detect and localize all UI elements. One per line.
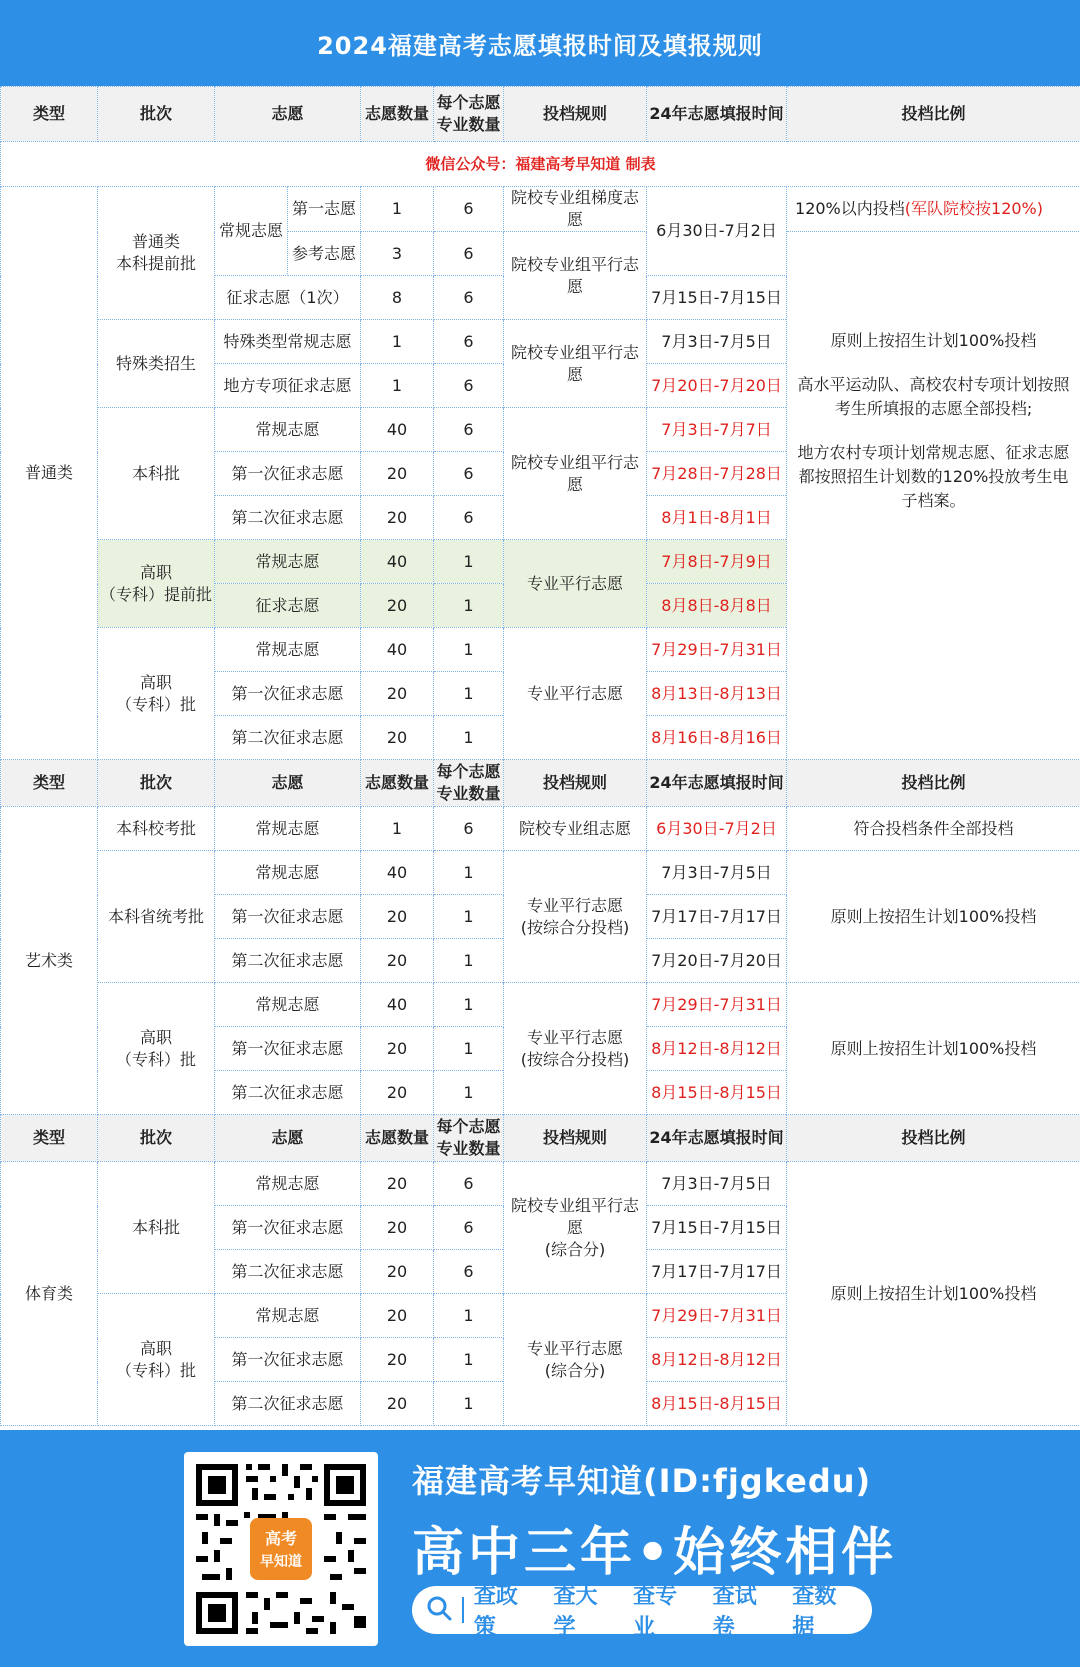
header-choice: 志愿 — [215, 87, 361, 142]
rule-parallel: 院校专业组平行志愿 — [504, 232, 647, 320]
type-sports: 体育类 — [1, 1162, 98, 1426]
qr-logo-line2: 早知道 — [260, 1554, 302, 1570]
batch-voc: 高职 （专科）批 — [98, 628, 215, 760]
majors-cell: 6 — [434, 1206, 504, 1250]
ratio-general-p1: 原则上按招生计划100%投档 — [830, 330, 1037, 350]
count-cell: 20 — [361, 1250, 434, 1294]
time-cell: 6月30日-7月2日 — [647, 807, 787, 851]
count-cell: 1 — [361, 320, 434, 364]
count-cell: 3 — [361, 232, 434, 276]
qr-code[interactable] — [184, 1452, 378, 1646]
header-count: 志愿数量 — [361, 87, 434, 142]
choice-regular: 常规志愿 — [215, 807, 361, 851]
choice-second-solicit: 第二次征求志愿 — [215, 716, 361, 760]
ratio-art-100: 原则上按招生计划100%投档 — [787, 983, 1080, 1115]
choice-first-solicit: 第一次征求志愿 — [215, 672, 361, 716]
header-time: 24年志愿填报时间 — [647, 87, 787, 142]
time-cell: 7月20日-7月20日 — [647, 364, 787, 408]
choice-second-solicit: 第二次征求志愿 — [215, 496, 361, 540]
header-majors: 每个志愿 专业数量 — [434, 1115, 504, 1162]
type-general: 普通类 — [1, 187, 98, 760]
majors-cell: 6 — [434, 276, 504, 320]
majors-cell: 1 — [434, 716, 504, 760]
majors-cell: 1 — [434, 983, 504, 1027]
majors-cell: 1 — [434, 1027, 504, 1071]
count-cell: 20 — [361, 939, 434, 983]
qr-logo-line1: 高考 — [264, 1529, 298, 1548]
majors-cell: 1 — [434, 672, 504, 716]
divider — [462, 1597, 464, 1623]
header-choice: 志愿 — [215, 760, 361, 807]
majors-cell: 1 — [434, 1338, 504, 1382]
choice-regular: 常规志愿 — [215, 1294, 361, 1338]
time-cell: 8月13日-8月13日 — [647, 672, 787, 716]
majors-cell: 1 — [434, 628, 504, 672]
header-rule: 投档规则 — [504, 760, 647, 807]
count-cell: 40 — [361, 983, 434, 1027]
header-ratio: 投档比例 — [787, 1115, 1080, 1162]
choice-first-solicit: 第一次征求志愿 — [215, 1206, 361, 1250]
count-cell: 20 — [361, 1206, 434, 1250]
choice-second-solicit: 第二次征求志愿 — [215, 1071, 361, 1115]
time-cell: 7月8日-7月9日 — [647, 540, 787, 584]
time-cell: 7月15日-7月15日 — [647, 276, 787, 320]
ratio-art-100: 原则上按招生计划100%投档 — [787, 851, 1080, 983]
wechat-note: 微信公众号：福建高考早知道 制表 — [1, 142, 1080, 187]
ratio-top: 120%以内投档(军队院校按120%) — [787, 187, 1080, 232]
choice-regular: 常规志愿 — [215, 983, 361, 1027]
count-cell: 20 — [361, 672, 434, 716]
rule-parallel: 院校专业组平行志愿 — [504, 408, 647, 540]
choice-reference: 参考志愿 — [288, 232, 361, 276]
schedule-table-wrapper — [0, 86, 1080, 1430]
majors-cell: 1 — [434, 1382, 504, 1426]
time-cell: 7月3日-7月5日 — [647, 1162, 787, 1206]
choice-regular: 常规志愿 — [215, 408, 361, 452]
header-rule: 投档规则 — [504, 87, 647, 142]
time-cell: 8月15日-8月15日 — [647, 1382, 787, 1426]
table-row — [1, 1162, 1080, 1206]
page-title: 2024福建高考志愿填报时间及填报规则 — [0, 0, 1080, 86]
ratio-art-all: 符合投档条件全部投档 — [787, 807, 1080, 851]
header-choice: 志愿 — [215, 1115, 361, 1162]
table-header-row — [1, 1115, 1080, 1162]
majors-cell: 6 — [434, 364, 504, 408]
batch-art-province: 本科省统考批 — [98, 851, 215, 983]
choice-first-solicit: 第一次征求志愿 — [215, 895, 361, 939]
search-icon — [426, 1595, 452, 1625]
header-type: 类型 — [1, 760, 98, 807]
link-major[interactable]: 查专业 — [633, 1584, 678, 1640]
rule-major-parallel: 专业平行志愿 — [504, 540, 647, 628]
count-cell: 20 — [361, 496, 434, 540]
choice-solicit-once: 征求志愿（1次） — [215, 276, 361, 320]
batch-special: 特殊类招生 — [98, 320, 215, 408]
choice-local-solicit: 地方专项征求志愿 — [215, 364, 361, 408]
majors-cell: 6 — [434, 1162, 504, 1206]
choice-second-solicit: 第二次征求志愿 — [215, 1382, 361, 1426]
rule-major-parallel: 专业平行志愿 — [504, 628, 647, 760]
header-batch: 批次 — [98, 760, 215, 807]
majors-cell: 6 — [434, 807, 504, 851]
time-cell: 7月17日-7月17日 — [647, 895, 787, 939]
choice-first-solicit: 第一次征求志愿 — [215, 1027, 361, 1071]
rule-gradient: 院校专业组梯度志愿 — [504, 187, 647, 232]
time-cell: 8月1日-8月1日 — [647, 496, 787, 540]
batch-bachelor: 本科批 — [98, 408, 215, 540]
choice-special-regular: 特殊类型常规志愿 — [215, 320, 361, 364]
count-cell: 8 — [361, 276, 434, 320]
rule-sports-group: 院校专业组平行志愿 (综合分) — [504, 1162, 647, 1294]
batch-voc-early: 高职 （专科）提前批 — [98, 540, 215, 628]
schedule-table — [0, 86, 1080, 1426]
slogan: 高中三年•始终相伴 — [412, 1523, 898, 1583]
table-row — [1, 807, 1080, 851]
header-count: 志愿数量 — [361, 760, 434, 807]
time-cell: 8月8日-8月8日 — [647, 584, 787, 628]
header-majors: 每个志愿 专业数量 — [434, 87, 504, 142]
majors-cell: 6 — [434, 452, 504, 496]
count-cell: 20 — [361, 1162, 434, 1206]
majors-cell: 1 — [434, 939, 504, 983]
brand-name: 福建高考早知道(ID:fjgkedu) — [412, 1462, 872, 1500]
time-cell: 7月29日-7月31日 — [647, 983, 787, 1027]
rule-art-parallel: 专业平行志愿 (按综合分投档) — [504, 983, 647, 1115]
ratio-general — [787, 232, 1080, 760]
choice-first-solicit: 第一次征求志愿 — [215, 1338, 361, 1382]
table-row — [1, 983, 1080, 1027]
header-type: 类型 — [1, 1115, 98, 1162]
count-cell: 20 — [361, 452, 434, 496]
header-ratio: 投档比例 — [787, 760, 1080, 807]
majors-cell: 1 — [434, 540, 504, 584]
count-cell: 20 — [361, 1382, 434, 1426]
majors-cell: 6 — [434, 187, 504, 232]
search-links-bar — [412, 1584, 872, 1640]
header-ratio: 投档比例 — [787, 87, 1080, 142]
count-cell: 40 — [361, 540, 434, 584]
header-batch: 批次 — [98, 87, 215, 142]
choice-second-solicit: 第二次征求志愿 — [215, 939, 361, 983]
time-cell: 8月12日-8月12日 — [647, 1027, 787, 1071]
table-row — [1, 851, 1080, 895]
batch-art-school: 本科校考批 — [98, 807, 215, 851]
count-cell: 20 — [361, 716, 434, 760]
ratio-general-p2: 高水平运动队、高校农村专项计划按照考生所填报的志愿全部投档; — [797, 374, 1070, 418]
rule-group: 院校专业组志愿 — [504, 807, 647, 851]
majors-cell: 6 — [434, 232, 504, 276]
majors-cell: 1 — [434, 1294, 504, 1338]
header-rule: 投档规则 — [504, 1115, 647, 1162]
time-cell: 7月3日-7月5日 — [647, 320, 787, 364]
count-cell: 20 — [361, 1338, 434, 1382]
table-row — [1, 187, 1080, 232]
choice-regular: 常规志愿 — [215, 187, 288, 276]
promo-banner — [0, 1430, 1080, 1667]
link-data[interactable]: 查数据 — [792, 1584, 837, 1640]
ratio-sports: 原则上按招生计划100%投档 — [787, 1162, 1080, 1426]
batch-general-early: 普通类 本科提前批 — [98, 187, 215, 320]
majors-cell: 1 — [434, 584, 504, 628]
majors-cell: 1 — [434, 895, 504, 939]
header-time: 24年志愿填报时间 — [647, 760, 787, 807]
count-cell: 40 — [361, 628, 434, 672]
time-cell: 7月29日-7月31日 — [647, 628, 787, 672]
count-cell: 20 — [361, 1027, 434, 1071]
table-header-row — [1, 87, 1080, 142]
time-cell: 7月20日-7月20日 — [647, 939, 787, 983]
time-cell: 7月17日-7月17日 — [647, 1250, 787, 1294]
count-cell: 40 — [361, 408, 434, 452]
header-batch: 批次 — [98, 1115, 215, 1162]
link-university[interactable]: 查大学 — [553, 1584, 598, 1640]
count-cell: 20 — [361, 1071, 434, 1115]
time-cell: 8月15日-8月15日 — [647, 1071, 787, 1115]
link-papers[interactable]: 查试卷 — [712, 1584, 757, 1640]
majors-cell: 6 — [434, 496, 504, 540]
majors-cell: 6 — [434, 408, 504, 452]
batch-sports-voc: 高职 （专科）批 — [98, 1294, 215, 1426]
batch-sports-bachelor: 本科批 — [98, 1162, 215, 1294]
wechat-note-row — [1, 142, 1080, 187]
choice-regular: 常规志愿 — [215, 851, 361, 895]
time-cell: 7月15日-7月15日 — [647, 1206, 787, 1250]
header-type: 类型 — [1, 87, 98, 142]
choice-second-solicit: 第二次征求志愿 — [215, 1250, 361, 1294]
header-majors: 每个志愿 专业数量 — [434, 760, 504, 807]
time-cell: 6月30日-7月2日 — [647, 187, 787, 276]
count-cell: 20 — [361, 584, 434, 628]
choice-first-solicit: 第一次征求志愿 — [215, 452, 361, 496]
count-cell: 40 — [361, 851, 434, 895]
link-policy[interactable]: 查政策 — [473, 1584, 518, 1640]
qr-code-graphic — [184, 1452, 378, 1646]
time-cell: 8月16日-8月16日 — [647, 716, 787, 760]
majors-cell: 1 — [434, 1071, 504, 1115]
time-cell: 7月28日-7月28日 — [647, 452, 787, 496]
rule-parallel: 院校专业组平行志愿 — [504, 320, 647, 408]
time-cell: 7月3日-7月7日 — [647, 408, 787, 452]
choice-regular: 常规志愿 — [215, 540, 361, 584]
time-cell: 8月12日-8月12日 — [647, 1338, 787, 1382]
type-art: 艺术类 — [1, 807, 98, 1115]
majors-cell: 6 — [434, 1250, 504, 1294]
ratio-general-p3: 地方农村专项计划常规志愿、征求志愿都按照招生计划数的120%投放考生电子档案。 — [797, 442, 1070, 510]
rule-sports-parallel: 专业平行志愿 (综合分) — [504, 1294, 647, 1426]
majors-cell: 6 — [434, 320, 504, 364]
rule-art-parallel: 专业平行志愿 (按综合分投档) — [504, 851, 647, 983]
count-cell: 20 — [361, 1294, 434, 1338]
header-time: 24年志愿填报时间 — [647, 1115, 787, 1162]
header-count: 志愿数量 — [361, 1115, 434, 1162]
batch-art-voc: 高职 （专科）批 — [98, 983, 215, 1115]
choice-regular: 常规志愿 — [215, 1162, 361, 1206]
time-cell: 7月29日-7月31日 — [647, 1294, 787, 1338]
choice-solicit: 征求志愿 — [215, 584, 361, 628]
majors-cell: 1 — [434, 851, 504, 895]
count-cell: 1 — [361, 807, 434, 851]
table-header-row — [1, 760, 1080, 807]
count-cell: 1 — [361, 364, 434, 408]
count-cell: 1 — [361, 187, 434, 232]
count-cell: 20 — [361, 895, 434, 939]
choice-first: 第一志愿 — [288, 187, 361, 232]
choice-regular: 常规志愿 — [215, 628, 361, 672]
time-cell: 7月3日-7月5日 — [647, 851, 787, 895]
